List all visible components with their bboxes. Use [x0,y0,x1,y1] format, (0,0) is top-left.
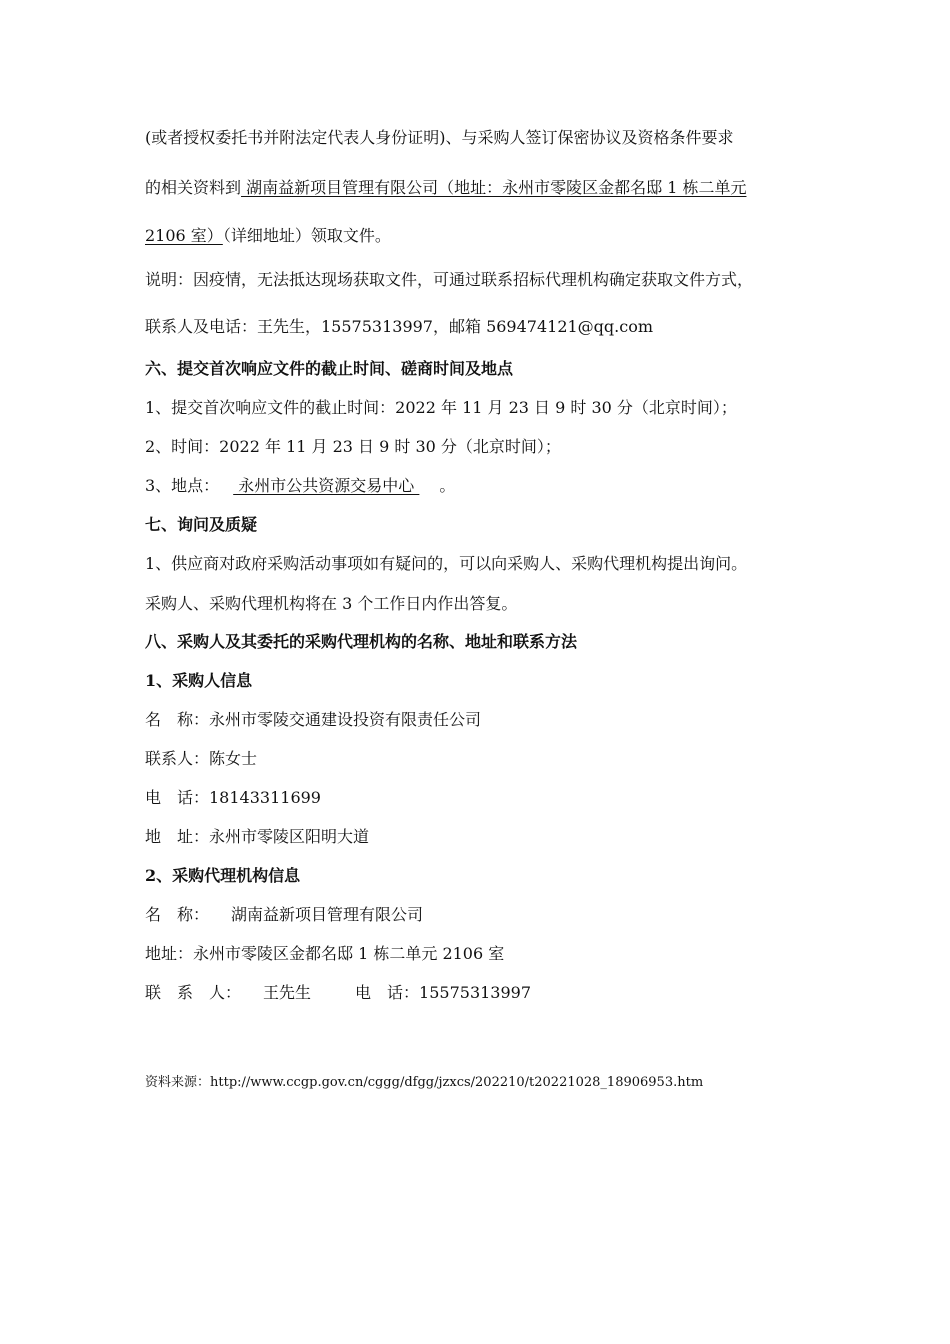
agency-name [145,905,423,925]
agency-phone-value: 15575313997 [419,983,532,1002]
acquire-line-2-prefix: 的相关资料到 [145,178,242,197]
section-6-item-3 [145,476,455,496]
section-6-heading: 六、提交首次响应文件的截止时间、磋商时间及地点 [145,359,514,378]
acquire-line-3 [145,226,391,246]
section-7-heading: 七、询问及质疑 [145,515,258,534]
section-6-item-1: 1、提交首次响应文件的截止时间：2022 年 11 月 23 日 9 时 30 分（北京时间）； [145,398,737,417]
agency-contact [145,983,531,1003]
epidemic-note: 说明：因疫情，无法抵达现场获取文件，可通过联系招标代理机构确定获取文件方式， [145,270,754,289]
agency-room-underlined: 2106 室） [145,226,223,245]
purchaser-heading: 1、采购人信息 [145,671,253,690]
agency-address-underlined: 湖南益新项目管理有限公司（地址：永州市零陵区金都名邸 1 栋二单元 [241,178,747,197]
contact-note: 联系人及电话：王先生，15575313997，邮箱 569474121@qq.com [145,317,654,336]
section-6-item-2: 2、时间：2022 年 11 月 23 日 9 时 30 分（北京时间）； [145,437,561,456]
purchaser-contact: 联系人：陈女士 [145,749,258,768]
section-8-heading: 八、采购人及其委托的采购代理机构的名称、地址和联系方法 [145,632,578,651]
location-end: 。 [439,476,456,495]
acquire-line-3-suffix: （详细地址）领取文件。 [222,226,391,245]
agency-heading: 2、采购代理机构信息 [145,866,301,885]
location-label: 3、地点： [145,476,220,495]
agency-name-value: 湖南益新项目管理有限公司 [231,905,424,924]
agency-contact-label: 联 系 人： [145,983,242,1002]
location-value: 永州市公共资源交易中心 [233,476,420,495]
purchaser-phone: 电 话：18143311699 [145,788,321,807]
section-7-item-1: 1、供应商对政府采购活动事项如有疑问的，可以向采购人、采购代理机构提出询问。 [145,554,748,573]
acquire-line-2 [145,178,746,198]
agency-address: 地址：永州市零陵区金都名邸 1 栋二单元 2106 室 [145,944,505,963]
agency-phone-label: 电 话： [355,983,420,1002]
agency-name-label: 名 称： [145,905,210,924]
purchaser-name: 名 称：永州市零陵交通建设投资有限责任公司 [145,710,482,729]
agency-contact-value: 王先生 [263,983,312,1002]
purchaser-address: 地 址：永州市零陵区阳明大道 [145,827,370,846]
acquire-line-1: (或者授权委托书并附法定代表人身份证明)、与采购人签订保密协议及资格条件要求 [145,128,734,147]
section-7-item-1-cont: 采购人、采购代理机构将在 3 个工作日内作出答复。 [145,594,518,613]
source-citation: 资料来源：http://www.ccgp.gov.cn/cggg/dfgg/jzxcs/202210/t20221028_18906953.htm [145,1075,704,1090]
